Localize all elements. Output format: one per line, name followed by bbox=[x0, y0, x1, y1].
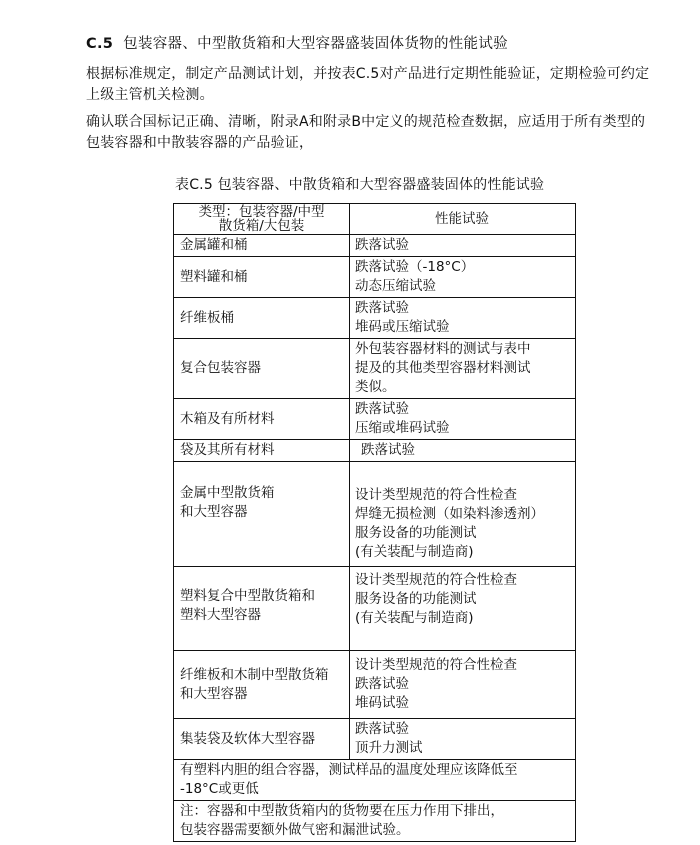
type-line: 复合包装容器 bbox=[180, 360, 261, 376]
table-row bbox=[174, 399, 576, 440]
note-cell bbox=[174, 801, 576, 842]
table-row bbox=[174, 235, 576, 257]
test-cell bbox=[350, 399, 576, 440]
type-cell bbox=[174, 567, 350, 651]
test-cell bbox=[350, 298, 576, 339]
type-cell bbox=[174, 235, 350, 257]
test-line: 跌落试验 bbox=[355, 721, 409, 737]
test-line: 压缩或堆码试验 bbox=[355, 420, 450, 436]
header-type-cell bbox=[174, 204, 350, 235]
table-row bbox=[174, 298, 576, 339]
test-line: 堆码试验 bbox=[355, 695, 409, 711]
table-caption: 表C.5 包装容器、中散货箱和大型容器盛装固体的性能试验 bbox=[175, 177, 545, 193]
test-line: 类似。 bbox=[355, 379, 396, 395]
test-line: 跌落试验 bbox=[355, 300, 409, 316]
type-cell bbox=[174, 339, 350, 399]
type-line: 和大型容器 bbox=[180, 685, 248, 702]
type-line: 木箱及有所材料 bbox=[180, 410, 275, 427]
test-cell bbox=[350, 567, 576, 651]
type-cell bbox=[174, 719, 350, 760]
test-line: 跌落试验 bbox=[355, 676, 409, 692]
test-cell bbox=[350, 651, 576, 719]
type-line: 金属中型散货箱 bbox=[180, 485, 275, 501]
type-line: 集装袋及软体大型容器 bbox=[180, 730, 315, 747]
note-line: 包装容器需要额外做气密和漏泄试验。 bbox=[180, 822, 410, 838]
test-line: 设计类型规范的符合性检查 bbox=[355, 487, 517, 503]
note-line: 注：容器和中型散货箱内的货物要在压力作用下排出， bbox=[180, 803, 504, 819]
table-row bbox=[174, 440, 576, 462]
paragraph-2: 确认联合国标记正确、清晰，附录A和附录B中定义的规范检查数据，应适用于所有类型的包装容器和中散装容器的产品验证， bbox=[86, 114, 646, 151]
table-note-row bbox=[174, 801, 576, 842]
type-cell bbox=[174, 298, 350, 339]
test-cell bbox=[350, 462, 576, 567]
test-cell bbox=[350, 339, 576, 399]
test-line: 跌落试验 bbox=[355, 237, 409, 253]
type-line: 塑料罐和桶 bbox=[180, 268, 248, 285]
note-line: 有塑料内胆的组合容器，测试样品的温度处理应该降低至 bbox=[180, 762, 518, 778]
test-line: 设计类型规范的符合性检查 bbox=[355, 572, 517, 588]
test-line: 服务设备的功能测试 bbox=[355, 525, 477, 541]
note-line: -18°C或更低 bbox=[180, 781, 259, 797]
section-number: C.5 bbox=[86, 36, 114, 52]
table-header-row bbox=[174, 204, 576, 235]
test-line: (有关装配与制造商) bbox=[355, 610, 474, 626]
header-type-line: 散货箱/大包装 bbox=[218, 218, 305, 234]
test-cell bbox=[350, 719, 576, 760]
table-row bbox=[174, 257, 576, 298]
test-line: (有关装配与制造商) bbox=[355, 544, 474, 560]
type-cell bbox=[174, 257, 350, 298]
test-line: 跌落试验 bbox=[361, 442, 415, 458]
header-type-line: 类型：包装容器/中型 bbox=[198, 204, 325, 220]
table-row bbox=[174, 339, 576, 399]
test-line: 堆码或压缩试验 bbox=[355, 319, 450, 335]
type-cell bbox=[174, 399, 350, 440]
type-line: 和大型容器 bbox=[180, 504, 248, 520]
type-cell bbox=[174, 462, 350, 567]
table-row bbox=[174, 567, 576, 651]
type-cell bbox=[174, 651, 350, 719]
test-line: 提及的其他类型容器材料测试 bbox=[355, 360, 531, 376]
type-line: 金属罐和桶 bbox=[180, 237, 248, 253]
test-line: 顶升力测试 bbox=[355, 740, 423, 756]
type-line: 塑料大型容器 bbox=[180, 607, 261, 623]
test-line: 跌落试验 bbox=[355, 401, 409, 417]
test-cell bbox=[350, 257, 576, 298]
type-line: 纤维板桶 bbox=[180, 309, 234, 326]
note-cell bbox=[174, 760, 576, 801]
section-title: 包装容器、中型散货箱和大型容器盛装固体货物的性能试验 bbox=[123, 36, 508, 52]
type-line: 纤维板和木制中型散货箱 bbox=[180, 666, 329, 683]
paragraph-1: 根据标准规定，制定产品测试计划，并按表C.5对产品进行定期性能验证，定期检验可约定上级主管机关检测。 bbox=[86, 66, 650, 103]
test-line: 设计类型规范的符合性检查 bbox=[355, 657, 517, 673]
test-line: 外包装容器材料的测试与表中 bbox=[355, 341, 531, 357]
header-test-cell: 性能试验 bbox=[350, 204, 576, 235]
test-cell bbox=[350, 235, 576, 257]
table-row bbox=[174, 719, 576, 760]
type-line: 袋及其所有材料 bbox=[180, 442, 275, 458]
test-line: 服务设备的功能测试 bbox=[355, 591, 477, 607]
performance-test-table bbox=[173, 203, 576, 842]
table-row bbox=[174, 462, 576, 567]
table-row bbox=[174, 651, 576, 719]
section-heading bbox=[86, 32, 508, 53]
type-cell bbox=[174, 440, 350, 462]
test-line: 动态压缩试验 bbox=[355, 278, 436, 294]
test-line: 焊缝无损检测（如染料渗透剂） bbox=[355, 506, 544, 522]
test-cell bbox=[350, 440, 576, 462]
type-line: 塑料复合中型散货箱和 bbox=[180, 588, 315, 604]
test-line: 跌落试验（-18°C） bbox=[355, 259, 475, 275]
table-note-row bbox=[174, 760, 576, 801]
